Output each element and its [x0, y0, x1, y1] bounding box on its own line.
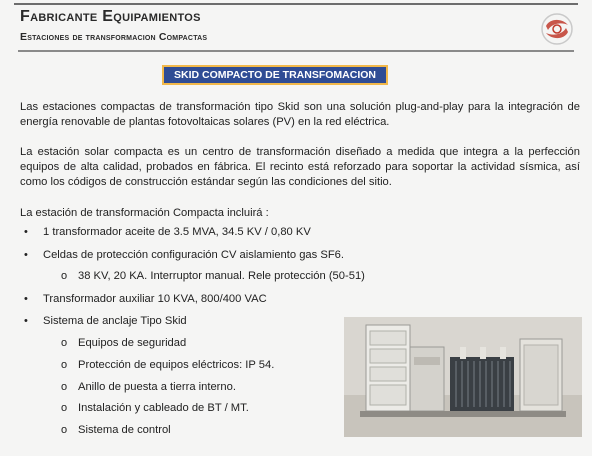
intro-paragraph: Las estaciones compactas de transformación tipo Skid son una solución plug-and-play para la integración de energía renovable de plantas fotovoltaicas solares (PV) en la red eléctrica.: [20, 101, 580, 129]
sub-list-item: Protección de equipos eléctricos: IP 54.: [78, 359, 275, 371]
sub-bullet-marker: o: [61, 359, 68, 371]
list-item: Sistema de anclaje Tipo Skid: [43, 315, 187, 327]
header-rule: [18, 50, 574, 52]
company-logo-icon: [540, 12, 574, 46]
bullet-marker: •: [24, 249, 28, 261]
sub-list-item: Anillo de puesta a tierra interno.: [78, 381, 236, 393]
sub-bullet-marker: o: [61, 337, 68, 349]
list-item: 1 transformador aceite de 3.5 MVA, 34.5 KV / 0,80 KV: [43, 226, 311, 238]
sub-list-item: Sistema de control: [78, 424, 171, 436]
list-item: Celdas de protección configuración CV aislamiento gas SF6.: [43, 249, 344, 261]
list-item: Transformador auxiliar 10 KVA, 800/400 VAC: [43, 293, 267, 305]
bullet-marker: •: [24, 226, 28, 238]
skid-station-photo: [344, 317, 582, 437]
bullet-marker: •: [24, 315, 28, 327]
sub-bullet-marker: o: [61, 270, 68, 282]
bullet-marker: •: [24, 293, 28, 305]
sub-list-item: Instalación y cableado de BT / MT.: [78, 402, 249, 414]
top-rule: [14, 3, 578, 5]
sub-list-item: 38 KV, 20 KA. Interruptor manual. Rele protección (50-51): [78, 270, 365, 282]
list-lead: La estación de transformación Compacta incluirá :: [20, 207, 269, 219]
description-paragraph: La estación solar compacta es un centro de transformación diseñado a medida que integra a la perfección equipos de alta calidad, probados en fábrica. El recinto está reforzado para soportar la actividad sísmica, así como los códigos de construcción estándar según las condiciones del sitio.: [20, 146, 580, 189]
sub-bullet-marker: o: [61, 424, 68, 436]
sub-list-item: Equipos de seguridad: [78, 337, 187, 349]
sub-bullet-marker: o: [61, 402, 68, 414]
section-banner: SKID COMPACTO DE TRANSFOMACION: [162, 65, 388, 85]
header-subtitle: Estaciones de transformacion Compactas: [20, 31, 208, 43]
header-title: Fabricante Equipamientos: [20, 8, 201, 25]
sub-bullet-marker: o: [61, 381, 68, 393]
